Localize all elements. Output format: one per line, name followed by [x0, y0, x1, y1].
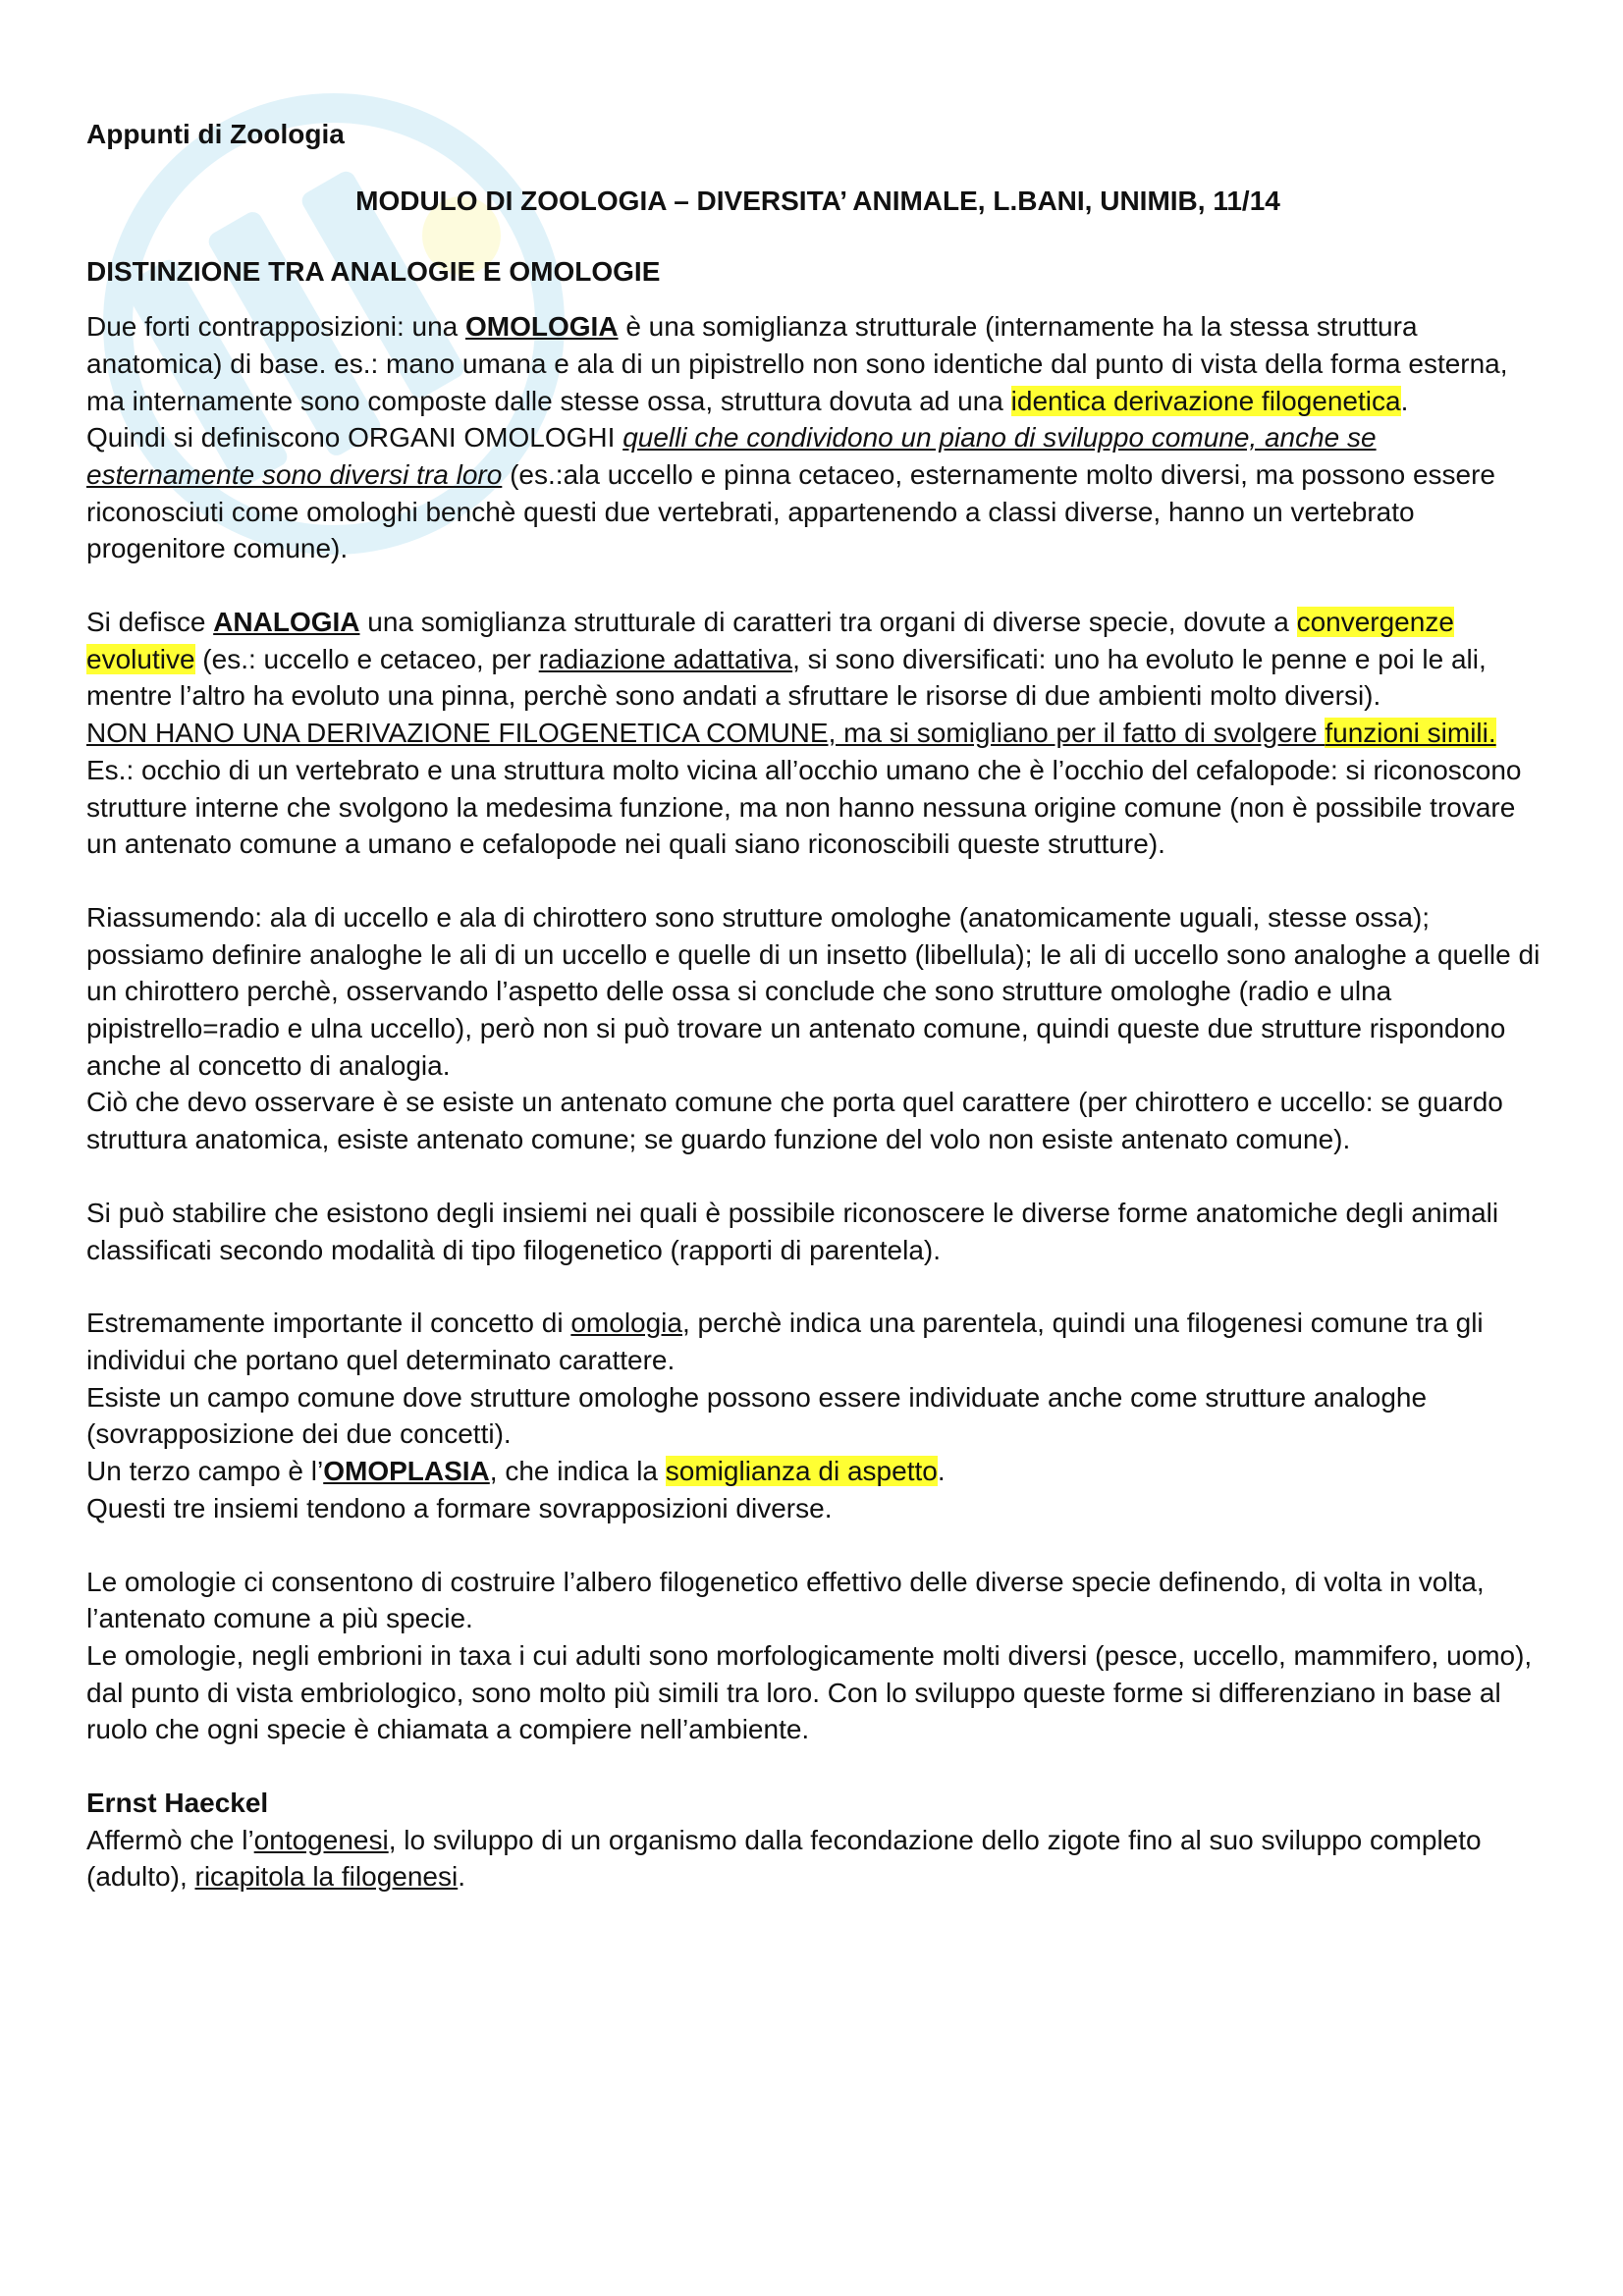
highlight-convergenze-evolutive: convergenze evolutive [86, 607, 1454, 674]
paragraph-analogia: Si defisce ANALOGIA una somiglianza strutturale di caratteri tra organi di diverse specie, dovute a convergenze evolutive (es.: uccello e cetaceo, per radiazione adattativa, si sono diversificati: uno ha evoluto le penne e poi le ali, mentre l’altro ha evoluto una pinna, perchè sono andati a sfruttare le risorse di due ambienti molto diversi). [86, 607, 1487, 712]
underline-omologia: omologia [570, 1308, 682, 1339]
document-page [86, 116, 1549, 1896]
module-title: MODULO DI ZOOLOGIA – DIVERSITA’ ANIMALE, L.BANI, UNIMIB, 11/14 [355, 185, 1280, 216]
term-analogia: ANALOGIA [213, 607, 360, 638]
paragraph-organi-omologhi: Quindi si definiscono ORGANI OMOLOGHI quelli che condividono un piano di sviluppo comune, anche se esternamente sono diversi tra loro (es.:ala uccello e pinna cetaceo, esternamente molto diversi, ma possono essere riconosciuti come omologhi benchè questi due vertebrati, appartenendo a classi diverse, hanno un vertebrato progenitore comune). [86, 422, 1495, 564]
definition-organi-omologhi: quelli che condividono un piano di sviluppo comune, anche se esternamente sono diversi tra loro [86, 422, 1377, 490]
paragraph-riassumendo: Riassumendo: ala di uccello e ala di chirottero sono strutture omologhe (anatomicamente uguali, stesse ossa); [86, 901, 1431, 933]
paragraph-analoghe-ali: possiamo definire analoghe le ali di un uccello e quelle di un insetto (libellula); le ali di uccello sono analoghe a quelle di un chirottero perchè, osservando l’aspetto delle ossa si conclude che sono strutture omologhe (radio e ulna pipistrello=radio e ulna uccello), però non si può trovare un antenato comune, quindi queste due strutture rispondono anche al concetto di analogia. [86, 938, 1541, 1081]
paragraph-campo-comune: Esiste un campo comune dove strutture omologhe possono essere individuate anche come strutture analoghe (sovrapposizione dei due concetti). [86, 1381, 1428, 1450]
paragraph-non-hanno-derivazione: NON HANO UNA DERIVAZIONE FILOGENETICA COMUNE, ma si somigliano per il fatto di svolgere funzioni simili. [86, 718, 1496, 749]
paragraph-antenato-comune: Ciò che devo osservare è se esiste un antenato comune che porta quel carattere (per chirottero e uccello: se guardo struttura anatomica, esiste antenato comune; se guardo funzione del volo non esiste antenato comune). [86, 1087, 1503, 1155]
section-heading: DISTINZIONE TRA ANALOGIE E OMOLOGIE [86, 256, 661, 288]
paragraph-tre-insiemi: Questi tre insiemi tendono a formare sovrapposizioni diverse. [86, 1492, 833, 1523]
paragraph-albero-filogenetico: Le omologie ci consentono di costruire l’albero filogenetico effettivo delle diverse specie definendo, di volta in volta, l’antenato comune a più specie. [86, 1566, 1485, 1634]
underline-ontogenesi: ontogenesi [253, 1824, 389, 1855]
paragraph-haeckel: Affermò che l’ontogenesi, lo sviluppo di un organismo dalla fecondazione dello zigote fino al suo sviluppo completo (adulto), ricapitola la filogenesi. [86, 1824, 1482, 1893]
paragraph-concetto-omologia: Estremamente importante il concetto di omologia, perchè indica una parentela, quindi una filogenesi comune tra gli individui che portano quel determinato carattere. [86, 1308, 1484, 1375]
underline-ricapitola-filogenesi: ricapitola la filogenesi [194, 1861, 459, 1893]
term-omoplasia: OMOPLASIA [323, 1456, 490, 1487]
underline-radiazione-adattativa: radiazione adattativa [538, 643, 793, 674]
course-title: Appunti di Zoologia [86, 119, 345, 149]
heading-ernst-haeckel: Ernst Haeckel [86, 1788, 269, 1819]
paragraph-omoplasia: Un terzo campo è l’OMOPLASIA, che indica la somiglianza di aspetto. [86, 1456, 946, 1487]
term-omologia: OMOLOGIA [465, 311, 619, 343]
paragraph-omologia: Due forti contrapposizioni: una OMOLOGIA è una somiglianza strutturale (internamente ha la stessa struttura anatomica) di base. es.: mano umana e ala di un pipistrello non sono identiche dal punto di vista della forma esterna, ma internamente sono composte dalle stesse ossa, struttura dovuta ad una identica derivazione filogenetica. [86, 311, 1508, 416]
paragraph-embrioni: Le omologie, negli embrioni in taxa i cui adulti sono morfologicamente molti diversi (pesce, uccello, mammifero, uomo), dal punto di vista embriologico, sono molto più simili tra loro. Con lo sviluppo queste forme si differenziano in base al ruolo che ogni specie è chiamata a compiere nell’ambiente. [86, 1639, 1533, 1745]
highlight-identica-derivazione: identica derivazione filogenetica [1010, 385, 1401, 416]
highlight-funzioni-simili: funzioni simili. [1325, 718, 1496, 749]
paragraph-insiemi: Si può stabilire che esistono degli insiemi nei quali è possibile riconoscere le diverse forme anatomiche degli animali classificati secondo modalità di tipo filogenetico (rapporti di parentela). [86, 1197, 1499, 1265]
highlight-somiglianza-aspetto: somiglianza di aspetto [665, 1456, 938, 1487]
paragraph-esempio-occhio: Es.: occhio di un vertebrato e una struttura molto vicina all’occhio umano che è l’occhio del cefalopode: si riconoscono strutture interne che svolgono la medesima funzione, ma non hanno nessuna origine comune (non è possibile trovare un antenato comune a umano e cefalopode nei quali siano riconoscibili queste strutture). [86, 754, 1522, 860]
